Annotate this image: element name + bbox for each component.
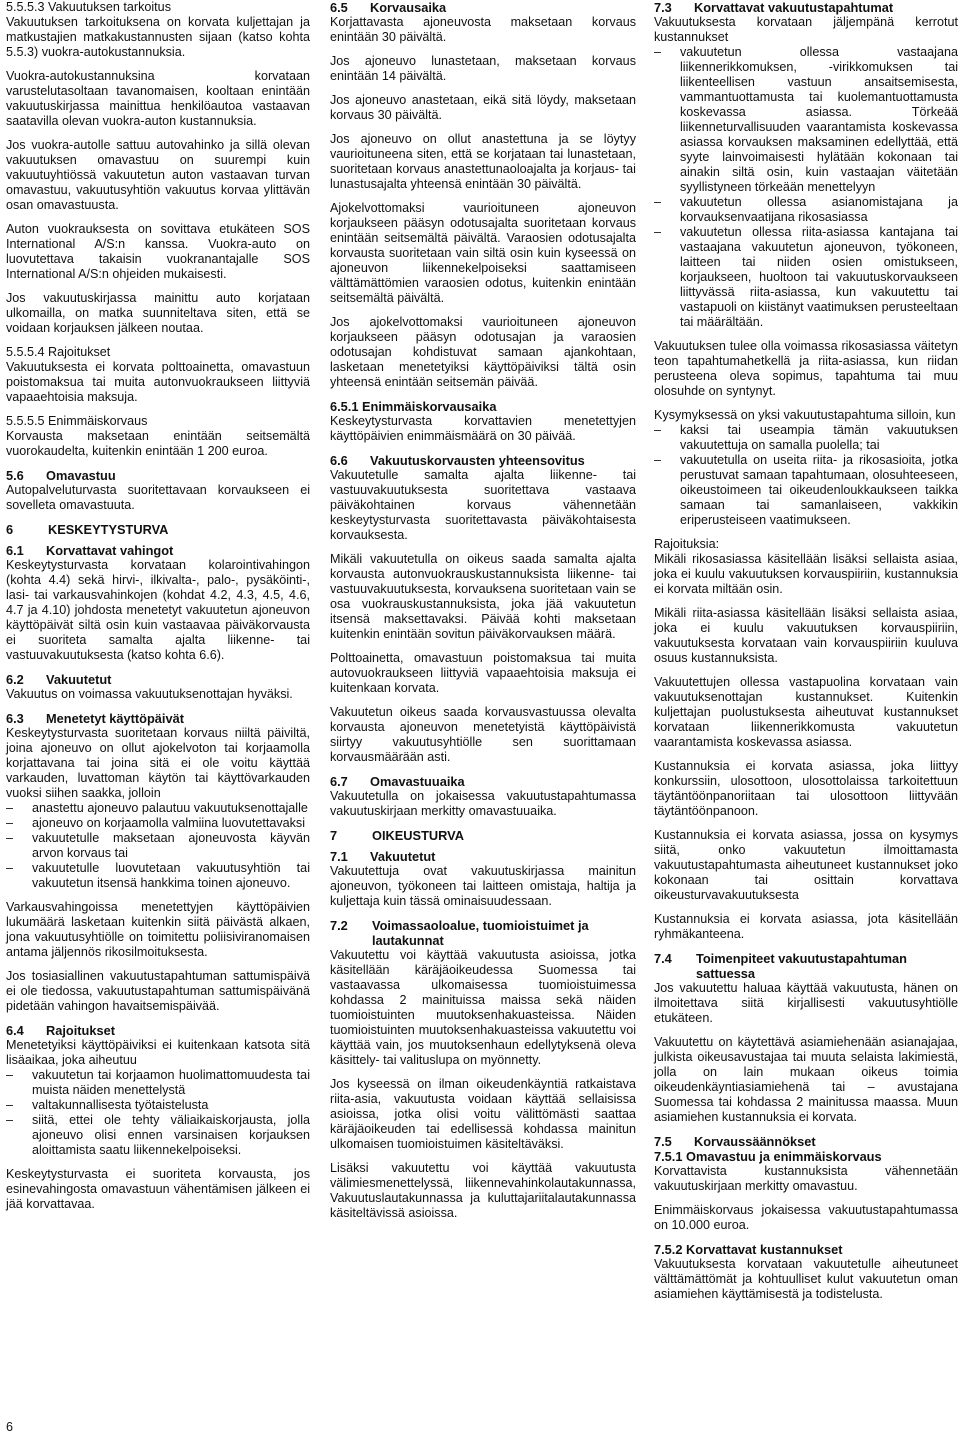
paragraph: Vakuutetulle samalta ajalta liikenne- tai vastuuvakuutuksesta suoritettava vastaava päiväkohtainen korvaus vähennetään keskeytysturvasta suoritettavasta päiväkohtaisesta korvauksesta.: [330, 468, 636, 542]
section-5554-heading: 5.5.5.4 Rajoitukset: [6, 345, 111, 359]
column-right: [654, 0, 958, 1311]
section-number: 6: [6, 522, 14, 537]
paragraph: Polttoainetta, omavastuun poistomaksua tai muita autovuokraukseen liittyviä vapaaehtoisia maksuja ei kuitenkaan korvata.: [330, 651, 636, 695]
section-number: 7.1: [330, 849, 348, 864]
section-74-heading: [654, 951, 958, 981]
section-number: 5.6: [6, 468, 24, 483]
section-72-heading: [330, 918, 636, 948]
section-title: Voimassaoloalue, tuomioistuimet ja lautakunnat: [372, 918, 589, 948]
paragraph: Korvausta maksetaan enintään seitsemältä vuorokaudelta, kuitenkin enintään 1 200 euroa.: [6, 429, 310, 458]
dash-list: [6, 801, 310, 891]
section-7-heading: [330, 828, 636, 843]
paragraph: Ajokelvottomaksi vaurioituneen ajoneuvon korjaukseen pääsyn odotusajalta suoritetaan korvaus enintään seitsemältä päivältä. Varaosien odotusajalta korvausta suoritetaan vain siltä osin kuin kyseessä on ajoneuvon liikennekelpoiseksi saattamiseen välttämättömien varaosien odotus, kuitenkin enintään seitsemältä päivältä.: [330, 201, 636, 305]
paragraph: Vuokra-autokustannuksina korvataan varustelutasoltaan tavanomaisen, kooltaan enintään vakuutuskirjassa mainittua henkilöautoa vastaavan saatavilla olevan vuokra-auton kustannuksia.: [6, 69, 310, 128]
page-number: 6: [6, 1420, 14, 1434]
paragraph: Vakuutuksesta korvataan vakuutetulle aiheutuneet välttämättömät ja kohtuulliset kulut vakuutetun oman asiamiehen käyttämisestä ja todistelusta.: [654, 1257, 958, 1301]
section-number: 7: [330, 828, 338, 843]
section-56-heading: [6, 468, 310, 483]
list-item: – vakuutetun ollessa asianomistajana ja korvauksenvaatijana rikosasiassa: [654, 195, 958, 225]
paragraph: Jos ajoneuvo lunastetaan, maksetaan korvaus enintään 14 päivältä.: [330, 54, 636, 83]
section-71-heading: [330, 849, 636, 864]
paragraph: Vakuutettu on käytettävä asiamiehenään asianajajaa, julkista oikeusavustajaa tai muuta selaista lakimiestä, jolla on lain mukaan oikeus toimia oikeudenkäyntiasiamiehenä tai – avustajana Suomessa tai kohdassa 2 mainitussa maassa. Muun asiamiehen kustannuksia ei korvata.: [654, 1035, 958, 1124]
paragraph: Keskeytysturvasta korvattavien menetettyjen käyttöpäivien enimmäismäärä on 30 päivää.: [330, 414, 636, 443]
section-title: Vakuutetut: [46, 672, 112, 687]
section-number: 6.7: [330, 774, 348, 789]
restrictions-label: Rajoituksia:: [654, 537, 720, 551]
section-73-heading: [654, 0, 958, 15]
list-item: – vakuutetulle maksetaan ajoneuvosta käyvän arvon korvaus tai: [6, 831, 310, 861]
paragraph: Jos tosiasiallinen vakuutustapahtuman sattumispäivä ei ole tiedossa, vakuutustapahtuman sattumispäivänä pidetään vahingon havaitsemispäivää.: [6, 969, 310, 1013]
paragraph: Varkausvahingoissa menetettyjen käyttöpäivien lukumäärä lasketaan kuitenkin siitä päivästä alkaen, jona vakuutusyhtiölle on toimitettu poliisiviranomaisen antama jäljennös rikosilmoituksesta.: [6, 900, 310, 959]
list-item: – vakuutetulle luovutetaan vakuutusyhtiön tai vakuutetun itsensä hankkima toinen ajoneuvo.: [6, 861, 310, 891]
dash-list: [6, 1068, 310, 1158]
list-item: – valtakunnallisesta työtaistelusta: [6, 1098, 310, 1113]
paragraph: Mikäli riita-asiassa käsitellään lisäksi sellaista asiaa, joka ei kuulu vakuutuksen korvauspiiriin, vakuutuksesta korvataan vain korvauspiiriin kuuluva osuus kustannuksista.: [654, 606, 958, 665]
paragraph: Jos vakuutettu haluaa käyttää vakuutusta, hänen on ilmoitettava siitä kirjallisesti vakuutusyhtiölle etukäteen.: [654, 981, 958, 1025]
paragraph: Korvattavista kustannuksista vähennetään vakuutuskirjaan merkitty omavastuu.: [654, 1164, 958, 1193]
paragraph: Auton vuokrauksesta on sovittava etukäteen SOS International A/S:n kanssa. Vuokra-auto on luovutettava takaisin vuokranantajalle SOS International A/S:n ohjeiden mukaisesti.: [6, 222, 310, 281]
section-61-heading: [6, 543, 310, 558]
list-item: – vakuutetulla on useita riita- ja rikosasioita, jotka perustuvat samaan tapahtumaan, olosuhteeseen, oikeustoimeen tai oikeudenloukkaukseen taikka samaan tai samanlaiseen, vakkikin eriperusteiseen vaatimukseen.: [654, 453, 958, 528]
list-item: – vakuutetun ollessa riita-asiassa kantajana tai vastaajana vakuutetun ajoneuvon, työkoneen, laitteen tai niiden osien omistukseen, korjaukseen, huoltoon tai vakuutuskorvaukseen liittyvässä riita-asiassa, kun vakuutettu tai vastapuoli on kiistänyt vaatimuksen perusteeltaan tai määrältään.: [654, 225, 958, 330]
section-number: 6.5: [330, 0, 348, 15]
section-64-heading: [6, 1023, 310, 1038]
section-65-heading: [330, 0, 636, 15]
list-item: – siitä, ettei ole tehty väliaikaiskorjausta, jolla ajoneuvo olisi ennen varsinaisen korjauksen aloittamista saatu liikennekelpoiseksi.: [6, 1113, 310, 1158]
section-number: 6.2: [6, 672, 24, 687]
section-number: 6.4: [6, 1023, 24, 1038]
paragraph: Jos ajoneuvo on ollut anastettuna ja se löytyy vaurioituneena siten, että se korjataan tai lunastetaan, suoritetaan korvaus anastettunaoloajalta ja korjaus- tai lunastusajalta yhteensä enintään 30 päivältä.: [330, 132, 636, 191]
paragraph: Kustannuksia ei korvata asiassa, jossa on kysymys siitä, onko vakuutetun ilmoittamasta vakuutustapahtumasta aiheutuneet kustannukset joko kokonaan tai osittain korvattava oikeusturvavakuutuksesta: [654, 828, 958, 902]
section-6-heading: [6, 522, 310, 537]
paragraph: Lisäksi vakuutettu voi käyttää vakuutusta välimiesmenettelyssä, liikennevahinkolautakunnassa, Vakuutuslautakunnassa ja kuluttajariitalautakunnassa käsiteltävissä asioissa.: [330, 1161, 636, 1220]
list-item: – vakuutetun tai korjaamon huolimattomuudesta tai muista näiden menettelystä: [6, 1068, 310, 1098]
section-title: KESKEYTYSTURVA: [48, 522, 169, 537]
section-number: 7.3: [654, 0, 672, 15]
list-item: – anastettu ajoneuvo palautuu vakuutuksenottajalle: [6, 801, 310, 816]
list-item: – kaksi tai useampia tämän vakuutuksen vakuutettuja on samalla puolella; tai: [654, 423, 958, 453]
paragraph: Jos vuokra-autolle sattuu autovahinko ja sillä olevan vakuutuksen omavastuu on suurempi kuin vakuutuyhtiössä vakuutetun auton vastaavan turvan omavastuu, vakuutusyhtiön vakuutus korvaa ylittävän osan omavastuusta.: [6, 138, 310, 212]
dash-list: [654, 45, 958, 330]
section-title: Toimenpiteet vakuutustapahtuman sattuessa: [696, 951, 907, 981]
paragraph: Vakuutettuja ovat vakuutuskirjassa mainitun ajoneuvon, työkoneen tai laitteen omistaja, haltija ja kuljettaja kuin tässä ominaisuudessaan.: [330, 864, 636, 908]
section-title: Vakuutuskorvausten yhteensovitus: [370, 453, 585, 468]
paragraph: Vakuutuksen tarkoituksena on korvata kuljettajan ja matkustajien matkakustannusten sijaan (katso kohta 5.5.3) vuokra-autokustannuksia.: [6, 15, 310, 59]
paragraph: Jos vakuutuskirjassa mainittu auto korjataan ulkomailla, on matka suunniteltava siten, että se voidaan korjauksen jälkeen noutaa.: [6, 291, 310, 335]
paragraph: Keskeytysturvasta korvataan kolarointivahingon (kohta 4.4) sekä hirvi-, ilkivalta-, palo-, pysäköinti-, lasi- tai varkausvahinkojen (kohdat 4.2, 4.3, 4.5, 4.6, 4.7 ja 4.10) johdosta menetetyt vakuutetun ajoneuvon käyttöpäivät siltä osin kuin vastaavaa päiväkorvausta ei suoriteta samalta ajalta liikenne- tai vastuuvakuutuksesta (katso kohta 6.6).: [6, 558, 310, 662]
section-63-heading: [6, 711, 310, 726]
section-67-heading: [330, 774, 636, 789]
section-title: Korvausaika: [370, 0, 447, 15]
paragraph: Kustannuksia ei korvata asiassa, jota käsitellään ryhmäkanteena.: [654, 912, 958, 941]
section-66-heading: [330, 453, 636, 468]
list-item: – vakuutetun ollessa vastaajana liikennerikkomuksen, -virikkomuksen tai liikenteellisen vastuun ansaitsemisesta, vammantuottamusta tai kuolemantuottamusta koskevassa asiassa. Törkeää liikenneturvallisuuden vaarantamista koskevassa asiassa korvauksen maksaminen edellyttää, että syyte lainvoimaisesti hylätään kokonaan tai ainakin siltä osin, kuin vastaajan väitetään syyllistyneen törkeään menettelyyn: [654, 45, 958, 195]
section-title: Korvattavat vahingot: [46, 543, 174, 558]
paragraph: Keskeytysturvasta ei suoriteta korvausta, jos esinevahingosta omavastuun vähentämisen jälkeen ei jää korvattavaa.: [6, 1167, 310, 1211]
column-left: [6, 0, 310, 1221]
paragraph: Vakuutus on voimassa vakuutuksenottajan hyväksi.: [6, 687, 293, 701]
paragraph: Mikäli rikosasiassa käsitellään lisäksi sellaista asiaa, joka ei kuulu vakuutuksen korvauspiiriin, kustannuksia ei korvata miltään osin.: [654, 552, 958, 596]
list-item: – ajoneuvo on korjaamolla valmiina luovutettavaksi: [6, 816, 310, 831]
paragraph: Jos kyseessä on ilman oikeudenkäyntiä ratkaistava riita-asia, vakuutusta voidaan käyttää sellaisissa asioissa, jotka olisi voitu välittömästi saattaa käräjäoikeuden tai edellisessä kohdassa mainitun ulkomaisen tuomioistuimen käsiteltäväksi.: [330, 1077, 636, 1151]
paragraph: Enimmäiskorvaus jokaisessa vakuutustapahtumassa on 10.000 euroa.: [654, 1203, 958, 1232]
section-title: Rajoitukset: [46, 1023, 115, 1038]
section-751-heading: 7.5.1 Omavastuu ja enimmäiskorvaus: [654, 1149, 882, 1164]
section-number: 6.3: [6, 711, 24, 726]
section-title: Menetetyt käyttöpäivät: [46, 711, 184, 726]
section-number: 7.4: [654, 951, 672, 966]
section-number: 6.6: [330, 453, 348, 468]
paragraph: Vakuutuksesta ei korvata polttoainetta, omavastuun poistomaksua tai muita autonvuokraukseen liittyviä vapaaehtoisia maksuja.: [6, 360, 310, 404]
section-75-heading: [654, 1134, 958, 1149]
paragraph: Kustannuksia ei korvata asiassa, joka liittyy konkurssiin, ulosottoon, ulosottolaissa tarkoitettuun täytäntöönpanoriitaan tai ulosottoon liittyvään täytäntöönpanoon.: [654, 759, 958, 818]
paragraph: Vakuutetun oikeus saada korvausvastuussa olevalta korvausta ajoneuvon menetetyistä käyttöpäivistä siirtyy vakuutusyhtiölle sen suorittamaan korvausmäärään asti.: [330, 705, 636, 764]
dash-list: [654, 423, 958, 528]
column-middle: [330, 0, 636, 1230]
section-title: Vakuutetut: [370, 849, 436, 864]
section-title: Omavastuu: [46, 468, 116, 483]
paragraph: Vakuutetulla on jokaisessa vakuutustapahtumassa vakuutuskirjaan merkitty omavastuuaika.: [330, 789, 636, 818]
section-title: Korvaussäännökset: [694, 1134, 816, 1149]
paragraph: Vakuutettu voi käyttää vakuutusta asioissa, jotka käsitellään käräjäoikeudessa Suomessa tai vastaavassa ulkomaisessa tuomioistuimessa kohdassa 2 mainituissa maissa sekä näiden tuomioistuinten muutoksenhakuasteissa. Näiden tuomioistuinten muutoksenhakuasteissa vakuutettu voi käyttää vain, jos muutoksenhaun edellytyksenä oleva käsittely- tai valituslupa on myönnetty.: [330, 948, 636, 1067]
paragraph: Vakuutuksen tulee olla voimassa rikosasiassa väitetyn teon tapahtumahetkellä ja riita-asiassa, kun riidan perusteena oleva sopimus, tapahtuma tai muu olosuhde on syntynyt.: [654, 339, 958, 398]
paragraph: Jos ajoneuvo anastetaan, eikä sitä löydy, maksetaan korvaus 30 päivältä.: [330, 93, 636, 122]
section-62-heading: [6, 672, 310, 687]
section-752-heading: 7.5.2 Korvattavat kustannukset: [654, 1242, 843, 1257]
paragraph: Korjattavasta ajoneuvosta maksetaan korvaus enintään 30 päivältä.: [330, 15, 636, 44]
section-title: OIKEUSTURVA: [372, 828, 464, 843]
section-5555-heading: 5.5.5.5 Enimmäiskorvaus: [6, 414, 148, 428]
paragraph: Jos ajokelvottomaksi vaurioituneen ajoneuvon korjaukseen pääsyn odotusajan ja varaosien odotusajan kohdistuvat samaan ajankohtaan, lasketaan menetetyiksi käyttöpäiviksi tältä osin yhteensä enintään seitsemän päivää.: [330, 315, 636, 389]
section-title: Omavastuuaika: [370, 774, 465, 789]
section-5553-heading: 5.5.5.3 Vakuutuksen tarkoitus: [6, 0, 171, 14]
paragraph: Kysymyksessä on yksi vakuutustapahtuma silloin, kun: [654, 408, 956, 422]
paragraph: Vakuutuksesta korvataan jäljempänä kerrotut kustannukset: [654, 15, 958, 44]
section-number: 6.1: [6, 543, 24, 558]
section-number: 7.5: [654, 1134, 672, 1149]
section-651-heading: 6.5.1 Enimmäiskorvausaika: [330, 399, 497, 414]
paragraph: Keskeytysturvasta suoritetaan korvaus niiltä päiviltä, joina ajoneuvo on ollut ajokelvoton tai korjaamolla korjattavana tai joina sitä ei ole voitu käyttää varkauden, luvattoman käytön tai käyttövarkauden vuoksi siihen saakka, jolloin: [6, 726, 310, 800]
section-title: Korvattavat vakuutustapahtumat: [694, 0, 894, 15]
section-number: 7.2: [330, 918, 348, 933]
paragraph: Menetetyiksi käyttöpäiviksi ei kuitenkaan katsota sitä lisäaikaa, joka aiheutuu: [6, 1038, 310, 1067]
paragraph: Autopalveluturvasta suoritettavaan korvaukseen ei sovelleta omavastuuta.: [6, 483, 310, 512]
paragraph: Mikäli vakuutetulla on oikeus saada samalta ajalta korvausta autonvuokrauskustannuksista liikenne- tai vastuuvakuutuksesta, korvauksena suoritetaan vain se osa vuokrauskustannuksista, joka jää vakuutetun itsensä maksettavaksi. Päivää kohti maksetaan kuitenkin enintään sovitun päiväkorvauksen määrä.: [330, 552, 636, 641]
paragraph: Vakuutettujen ollessa vastapuolina korvataan vain vakuutuksenottajan kustannukset. Kuitenkin kuljettajan puolustuksesta aiheutuvat kustannukset korvataan liikennerikkomusta vakuutetun vaarantamista koskevassa asiassa.: [654, 675, 958, 749]
